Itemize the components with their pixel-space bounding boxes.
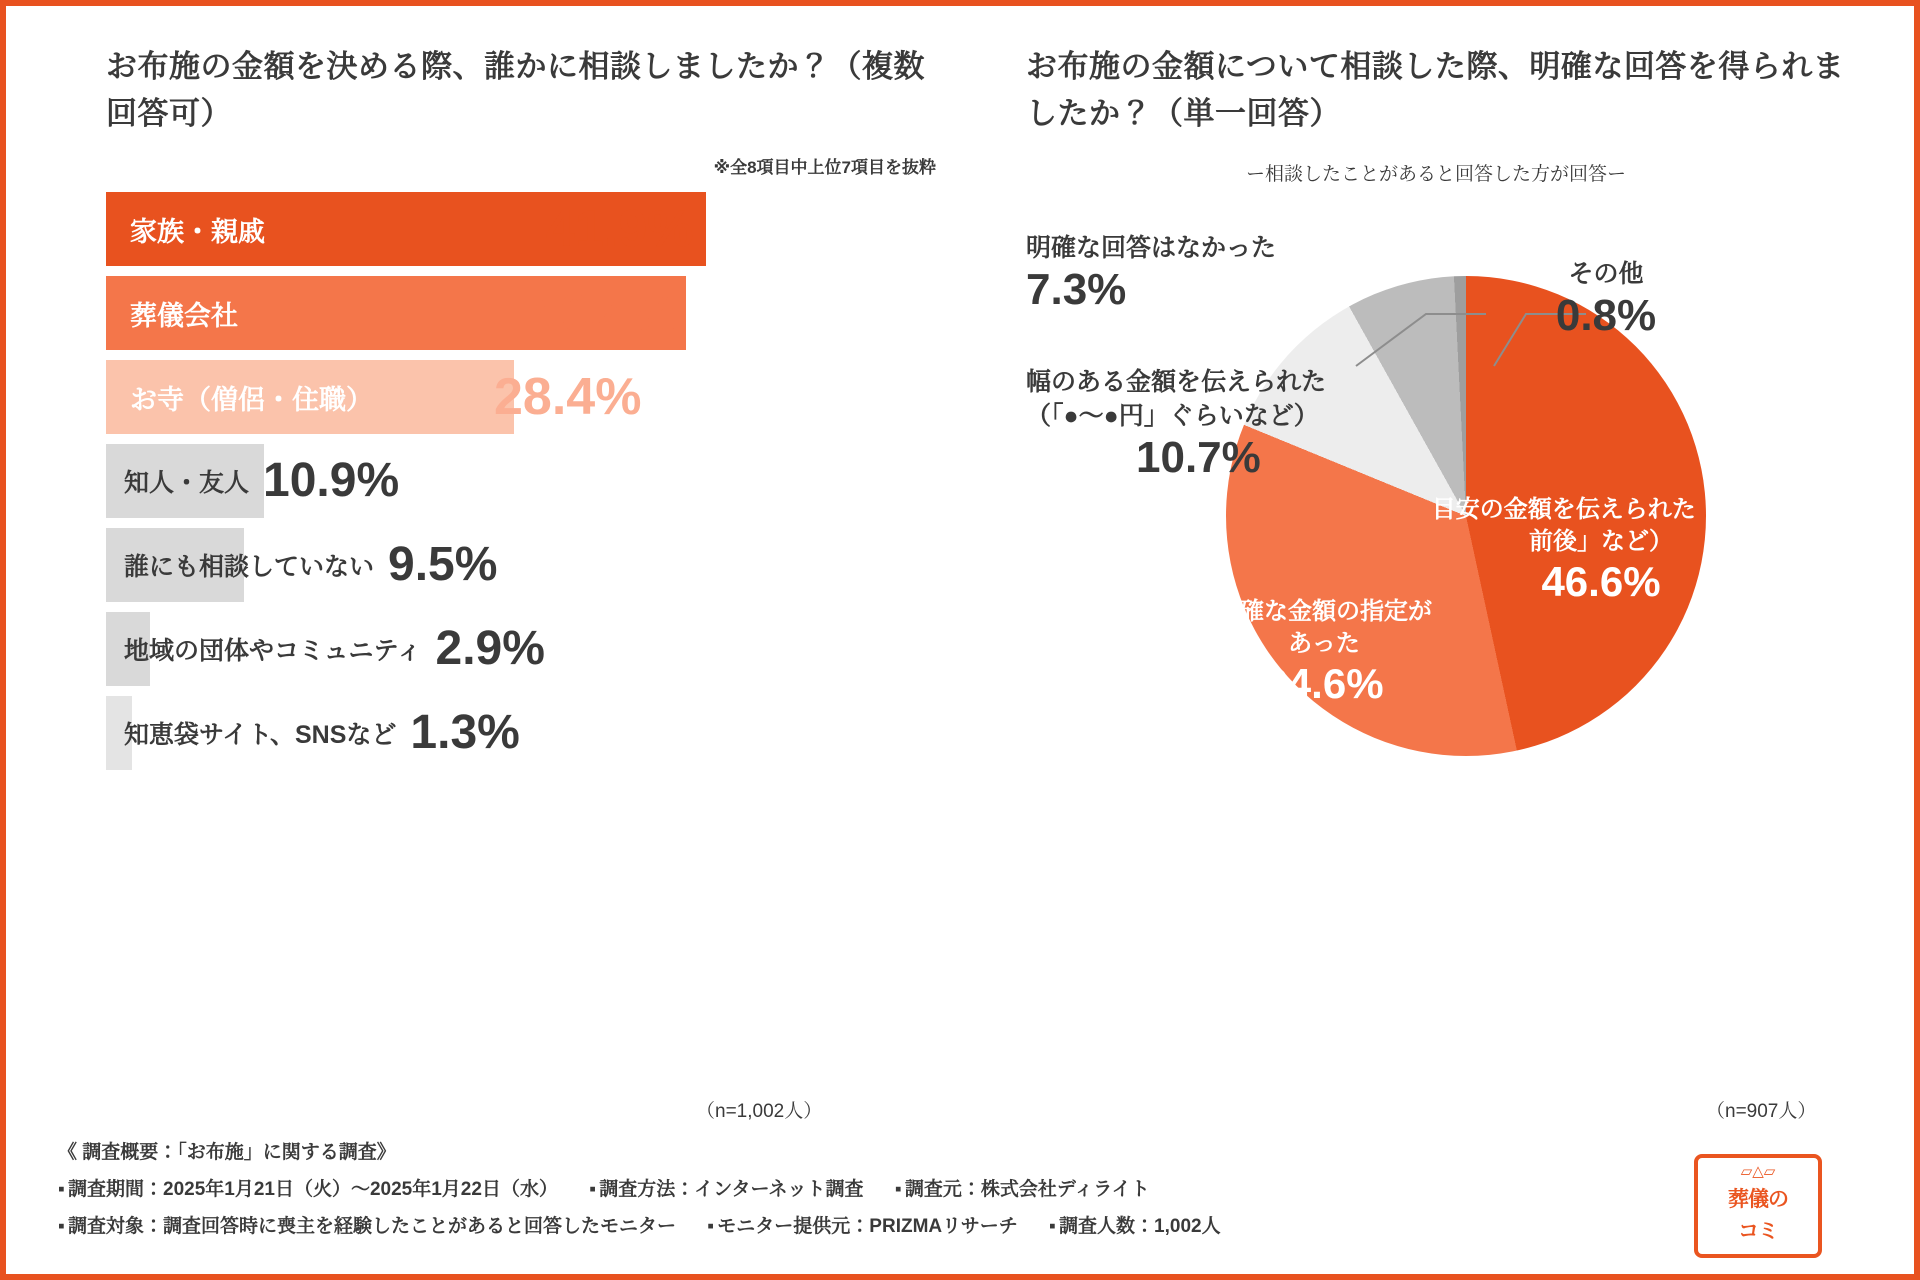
bar-value-label: 2.9% [435, 622, 545, 675]
pie-label-value: 7.3% [1026, 264, 1127, 314]
pie-label-value: 10.7% [1136, 432, 1261, 482]
bar-value-label: 9.5% [388, 538, 498, 591]
summary-line-1: ▪ 調査期間：2025年1月21日（火）〜2025年1月22日（水） ▪ 調査方法：インターネット調査 ▪ 調査元：株式会社ディライト [58, 1179, 1150, 1201]
bar-category-label: 地域の団体やコミュニティ [124, 637, 422, 665]
bar-value-label: 28.4% [494, 368, 642, 426]
pie-label-approximate-amount [1426, 494, 1776, 605]
survey-method: 調査方法：インターネット調査 [599, 1179, 864, 1201]
bar-category-label: 知人・友人 [124, 469, 250, 497]
bar-row [106, 528, 936, 602]
bar-row [106, 192, 936, 266]
bar-category-label: 家族・親戚 [130, 216, 265, 247]
brand-logo [1694, 1154, 1822, 1258]
right-sample-size: （n=907人） [1706, 1101, 1817, 1122]
pie-label-no-clear-answer [1026, 232, 1366, 314]
bar-category-label: 葬儀会社 [130, 300, 238, 331]
logo-line-1: 葬儀の [1728, 1188, 1788, 1211]
right-panel [1026, 44, 1846, 896]
bar-row [106, 612, 936, 686]
bar-category-label: 誰にも相談していない [124, 553, 375, 581]
bar-row [106, 276, 936, 350]
pie-label-value: 34.6% [1264, 659, 1384, 707]
pie-label-other [1496, 258, 1716, 340]
bar-value-label: 1.3% [410, 706, 520, 759]
bar-value-label: 40.4% [531, 284, 679, 342]
pie-label-range-amount [1026, 366, 1336, 482]
pie-label-text: その他 [1568, 260, 1644, 288]
pie-label-text: 目安の金額を伝えられた（「●円前後」など） [1431, 496, 1771, 556]
bar-value-label: 10.9% [263, 454, 400, 507]
survey-source: 調査元：株式会社ディライト [904, 1179, 1150, 1201]
bar-row [106, 696, 936, 770]
bar-fill [106, 360, 514, 434]
bar-chart [106, 192, 936, 770]
summary-line-2: ▪ 調査対象：調査回答時に喪主を経験したことがあると回答したモニター ▪ モニター提供元：PRIZMAリサーチ ▪ 調査人数：1,002人 [58, 1216, 1221, 1238]
pie-label-exact-amount [1214, 596, 1434, 707]
left-panel [106, 44, 936, 780]
pie-chart [1026, 196, 1846, 896]
left-sample-size: （n=1,002人） [696, 1101, 823, 1122]
bar-value-label: 41.9% [546, 200, 694, 258]
left-question-title: お布施の金額を決める際、誰かに相談しましたか？（複数回答可） [106, 49, 925, 131]
bar-row [106, 444, 936, 518]
respondent-count: 調査人数：1,002人 [1059, 1216, 1221, 1238]
survey-target: 調査対象：調査回答時に喪主を経験したことがあると回答したモニター [68, 1216, 677, 1238]
pie-label-value: 46.6% [1541, 557, 1661, 605]
right-note: ー相談したことがあると回答した方が回答ー [1245, 164, 1626, 185]
logo-line-2: コミ [1738, 1220, 1778, 1243]
bar-category-label: お寺（僧侶・住職） [130, 384, 373, 415]
bar-row [106, 360, 936, 434]
pie-label-text: 明確な回答はなかった [1026, 234, 1277, 262]
monitor-provider: モニター提供元：PRIZMAリサーチ [717, 1216, 1018, 1238]
right-question-title: お布施の金額について相談した際、明確な回答を得られましたか？（単一回答） [1026, 49, 1845, 131]
survey-summary [58, 1134, 1818, 1245]
pie-label-text: 幅のある金額を伝えられた（「●〜●円」ぐらいなど） [1026, 368, 1327, 430]
pie-label-text: 明確な金額の指定があった [1216, 598, 1432, 658]
house-roof-icon: ▱△▱ [1740, 1163, 1776, 1180]
summary-heading: 《 調査概要：「お布施」に関する調査》 [58, 1142, 396, 1163]
bar-category-label: 知恵袋サイト、SNSなど [124, 721, 397, 749]
pie-label-value: 0.8% [1555, 290, 1657, 340]
left-note: ※全8項目中上位7項目を抜粋 [713, 158, 936, 177]
survey-period: 調査期間：2025年1月21日（火）〜2025年1月22日（水） [68, 1179, 558, 1201]
